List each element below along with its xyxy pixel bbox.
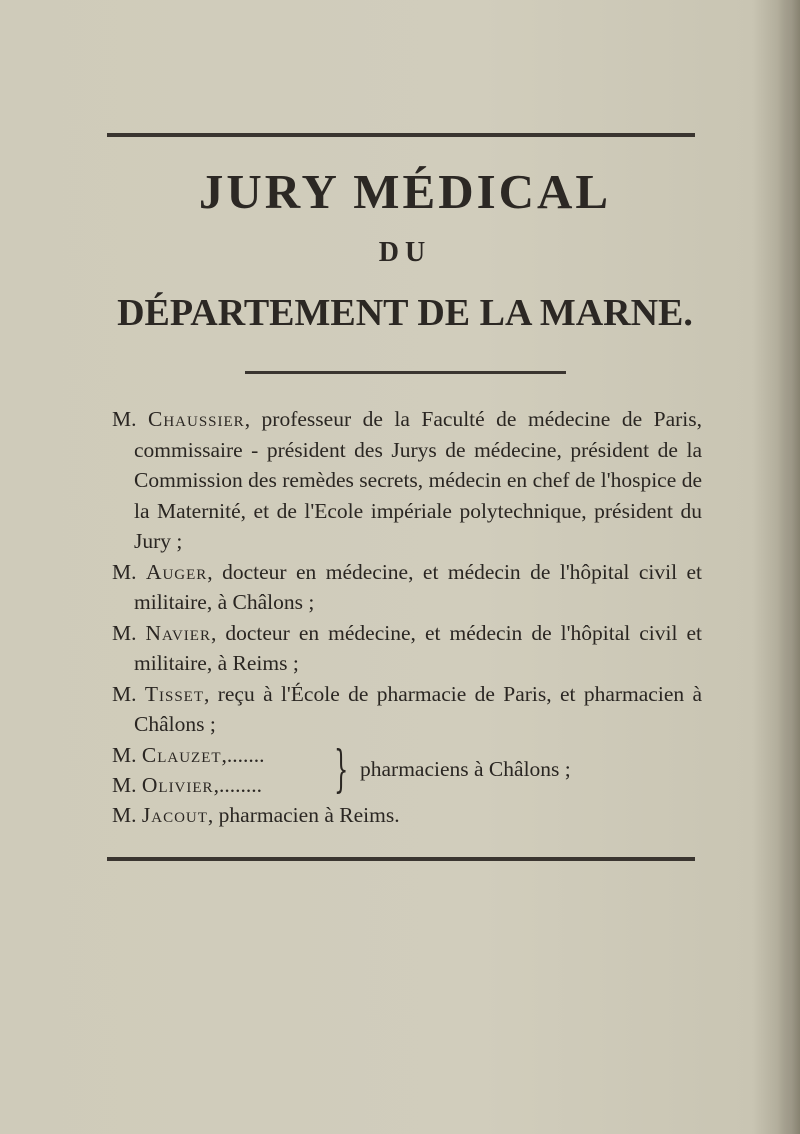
member-name: Olivier [141, 772, 214, 797]
member-description: , docteur en médecine, et médecin de l'hôpital civil et militaire, à Reims ; [134, 620, 702, 675]
jury-members-list [112, 404, 702, 830]
title-du: DU [378, 237, 432, 268]
leader-dots: ,........ [213, 772, 262, 797]
title-jury-medical: JURY MÉDICAL [198, 164, 612, 219]
member-name: Navier [145, 620, 211, 645]
leader-dots: ,....... [221, 742, 265, 767]
member-prefix: M. [112, 772, 137, 797]
member-entry [112, 404, 702, 557]
member-name: Clauzet [141, 742, 222, 767]
group-note: pharmaciens à Châlons ; [360, 756, 571, 781]
member-name: Chaussier [148, 407, 245, 431]
member-prefix: M. [112, 407, 137, 431]
pharmacists-group [112, 740, 702, 800]
member-description: , docteur en médecine, et médecin de l'hôpital civil et militaire, à Châlons ; [134, 559, 702, 614]
member-name: Jacout [141, 802, 208, 827]
member-prefix: M. [112, 620, 137, 645]
member-entry [112, 618, 702, 679]
bottom-rule [107, 857, 695, 861]
right-brace: } [334, 739, 349, 798]
title-departement: DÉPARTEMENT DE LA MARNE. [117, 292, 693, 334]
member-prefix: M. [112, 742, 137, 767]
member-prefix: M. [112, 802, 137, 827]
member-entry [112, 679, 702, 740]
member-name: Auger [145, 559, 208, 584]
member-description: , pharmacien à Reims. [207, 802, 400, 827]
top-rule [107, 133, 695, 137]
member-name: Tisset [144, 681, 204, 706]
member-description: , professeur de la Faculté de médecine de Paris, commissaire - président des Jurys de médecine, président de la Commission des remèdes secrets, médecin en chef de l'hospice de la Maternité, et de l'Ecole impériale polytechnique, président du Jury ; [134, 407, 703, 553]
member-description: , reçu à l'École de pharmacie de Paris, et pharmacien à Châlons ; [134, 681, 703, 736]
middle-rule [245, 371, 566, 374]
member-entry [112, 557, 702, 618]
member-prefix: M. [112, 681, 137, 706]
member-entry [112, 800, 702, 831]
member-prefix: M. [112, 559, 137, 584]
